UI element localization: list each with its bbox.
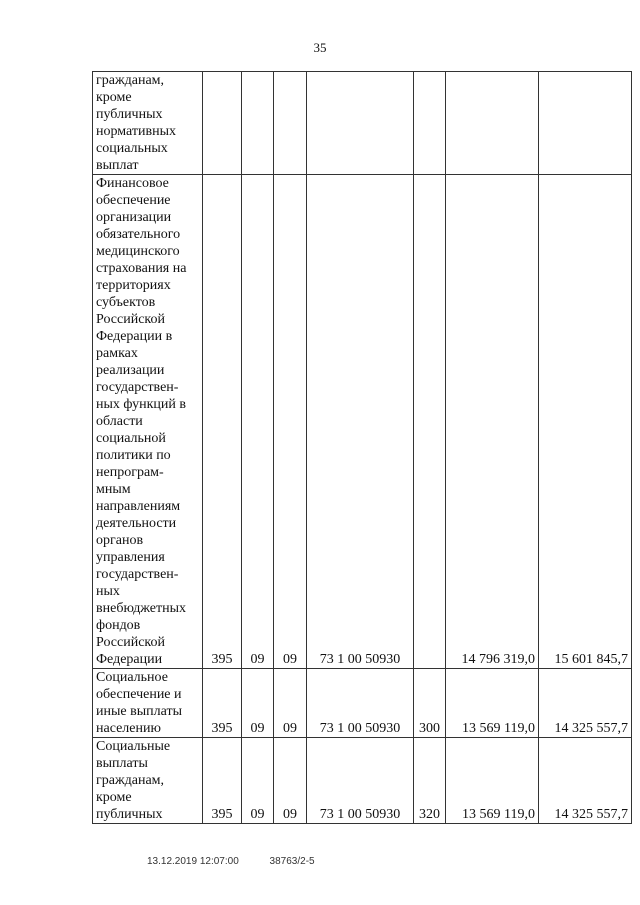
expense-type-cell — [414, 72, 446, 175]
item-name-line: социальной — [96, 431, 166, 446]
item-name-line: области — [96, 414, 143, 429]
item-name-line: обеспечение — [96, 193, 171, 208]
item-name-line: Российской — [96, 312, 165, 327]
item-name-line: ных функций в — [96, 397, 187, 412]
item-name-line: кроме — [96, 90, 132, 105]
item-name-cell — [93, 72, 203, 175]
amount-year1-cell: 13 569 119,0 — [446, 669, 539, 738]
item-name-line: органов — [96, 533, 144, 548]
budget-table-body — [93, 72, 632, 824]
item-name-line: Социальные — [96, 739, 171, 754]
footer — [147, 856, 315, 867]
item-name-line: публичных — [96, 807, 163, 822]
budget-table — [92, 71, 632, 824]
section-code-cell: 09 — [242, 738, 274, 824]
expense-type-cell: 300 — [414, 669, 446, 738]
item-name-line: Федерации в — [96, 329, 173, 344]
target-article-cell: 73 1 00 50930 — [307, 738, 414, 824]
table-row — [93, 72, 632, 175]
table-row — [93, 175, 632, 669]
item-name-line: страхования на — [96, 261, 187, 276]
section-code-cell — [242, 72, 274, 175]
footer-document-id: 38763/2-5 — [269, 856, 315, 867]
ministry-code-cell: 395 — [203, 669, 242, 738]
section-code-cell: 09 — [242, 669, 274, 738]
target-article-cell: 73 1 00 50930 — [307, 175, 414, 669]
item-name-line: Социальное — [96, 670, 168, 685]
item-name-line: медицинского — [96, 244, 180, 259]
amount-year1-cell: 14 796 319,0 — [446, 175, 539, 669]
item-name-cell — [93, 738, 203, 824]
item-name-line: выплаты — [96, 756, 148, 771]
item-name-line: обеспечение и — [96, 687, 182, 702]
item-name-line: публичных — [96, 107, 163, 122]
item-name-line: политики по — [96, 448, 171, 463]
subsection-code-cell: 09 — [274, 175, 307, 669]
amount-year2-cell: 14 325 557,7 — [539, 669, 632, 738]
table-row — [93, 669, 632, 738]
item-name-line: территориях — [96, 278, 171, 293]
item-name-line: рамках — [96, 346, 138, 361]
item-name-line: выплат — [96, 158, 139, 173]
item-name-line: реализации — [96, 363, 165, 378]
section-code-cell: 09 — [242, 175, 274, 669]
ministry-code-cell — [203, 72, 242, 175]
item-name-line: направлениям — [96, 499, 181, 514]
item-name-line: гражданам, — [96, 773, 165, 788]
amount-year2-cell: 14 325 557,7 — [539, 738, 632, 824]
item-name-cell — [93, 175, 203, 669]
item-name-line: иные выплаты — [96, 704, 182, 719]
item-name-line: государствен- — [96, 380, 179, 395]
item-name-line: государствен- — [96, 567, 179, 582]
expense-type-cell: 320 — [414, 738, 446, 824]
item-name-cell — [93, 669, 203, 738]
item-name-line: деятельности — [96, 516, 177, 531]
target-article-cell — [307, 72, 414, 175]
page-number: 35 — [313, 40, 327, 55]
amount-year2-cell — [539, 72, 632, 175]
amount-year1-cell — [446, 72, 539, 175]
expense-type-cell — [414, 175, 446, 669]
item-name-line: гражданам, — [96, 73, 165, 88]
footer-timestamp: 13.12.2019 12:07:00 — [147, 856, 239, 867]
item-name-line: управления — [96, 550, 165, 565]
item-name-line: фондов — [96, 618, 141, 633]
amount-year2-cell: 15 601 845,7 — [539, 175, 632, 669]
subsection-code-cell: 09 — [274, 738, 307, 824]
item-name-line: населению — [96, 721, 161, 736]
item-name-line: обязательного — [96, 227, 181, 242]
ministry-code-cell: 395 — [203, 175, 242, 669]
item-name-line: нормативных — [96, 124, 177, 139]
item-name-line: Финансовое — [96, 176, 169, 191]
ministry-code-cell: 395 — [203, 738, 242, 824]
target-article-cell: 73 1 00 50930 — [307, 669, 414, 738]
item-name-line: Российской — [96, 635, 165, 650]
subsection-code-cell: 09 — [274, 669, 307, 738]
item-name-line: кроме — [96, 790, 132, 805]
item-name-line: мным — [96, 482, 131, 497]
item-name-line: организации — [96, 210, 172, 225]
item-name-line: непрограм- — [96, 465, 164, 480]
item-name-line: социальных — [96, 141, 168, 156]
item-name-line: субъектов — [96, 295, 156, 310]
subsection-code-cell — [274, 72, 307, 175]
item-name-line: ных — [96, 584, 120, 599]
item-name-line: Федерации — [96, 652, 163, 667]
table-row — [93, 738, 632, 824]
amount-year1-cell: 13 569 119,0 — [446, 738, 539, 824]
item-name-line: внебюджетных — [96, 601, 187, 616]
